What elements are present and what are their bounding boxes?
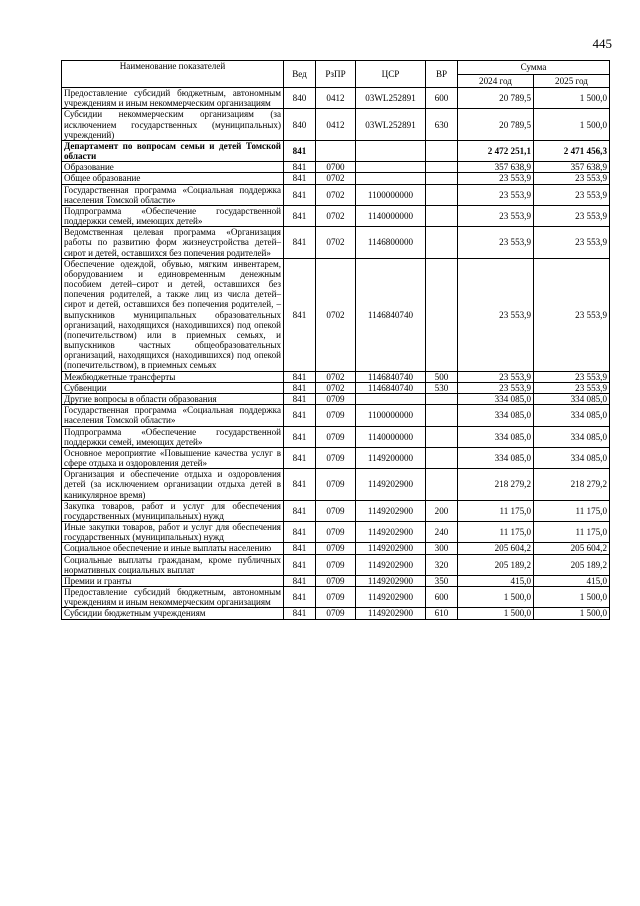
table-header-row xyxy=(62,61,610,75)
cell-rzpr: 0709 xyxy=(316,608,356,619)
table-row xyxy=(62,227,610,259)
cell-name: Другие вопросы в области образования xyxy=(62,393,284,404)
cell-csr: 1149202900 xyxy=(356,469,426,501)
table-row xyxy=(62,393,610,404)
cell-name: Иные закупки товаров, работ и услуг для обеспечения государственных (муниципальных) нужд xyxy=(62,522,284,543)
cell-vr: 600 xyxy=(426,587,458,608)
cell-vr xyxy=(426,426,458,447)
cell-y2024: 415,0 xyxy=(458,575,534,586)
cell-rzpr: 0709 xyxy=(316,543,356,554)
cell-name: Предоставление субсидий бюджетным, автономным учреждениям и иным некоммерческим организациям xyxy=(62,587,284,608)
cell-name: Предоставление субсидий бюджетным, автономным учреждениям и иным некоммерческим организациям xyxy=(62,88,284,109)
cell-vr: 600 xyxy=(426,88,458,109)
cell-y2025: 218 279,2 xyxy=(534,469,610,501)
cell-y2025: 334 085,0 xyxy=(534,393,610,404)
cell-csr: 03WL252891 xyxy=(356,88,426,109)
cell-y2025: 23 553,9 xyxy=(534,205,610,226)
cell-vr xyxy=(426,447,458,468)
cell-name: Государственная программа «Социальная поддержка населения Томской области» xyxy=(62,184,284,205)
cell-rzpr: 0709 xyxy=(316,575,356,586)
cell-vr xyxy=(426,205,458,226)
cell-rzpr: 0702 xyxy=(316,258,356,371)
cell-csr: 1140000000 xyxy=(356,205,426,226)
page-number: 445 xyxy=(592,36,612,51)
cell-ved: 841 xyxy=(284,227,316,259)
cell-csr: 1146800000 xyxy=(356,227,426,259)
header-2024: 2024 год xyxy=(458,75,534,88)
cell-ved: 841 xyxy=(284,371,316,382)
cell-csr: 1149202900 xyxy=(356,575,426,586)
table-row xyxy=(62,184,610,205)
cell-y2024: 20 789,5 xyxy=(458,88,534,109)
cell-y2024: 23 553,9 xyxy=(458,258,534,371)
cell-csr: 1146840740 xyxy=(356,382,426,393)
cell-vr: 630 xyxy=(426,109,458,141)
cell-ved: 841 xyxy=(284,587,316,608)
cell-name: Государственная программа «Социальная поддержка населения Томской области» xyxy=(62,405,284,426)
table-row xyxy=(62,426,610,447)
cell-ved: 841 xyxy=(284,405,316,426)
cell-vr xyxy=(426,393,458,404)
cell-ved: 841 xyxy=(284,184,316,205)
cell-y2025: 1 500,0 xyxy=(534,109,610,141)
cell-y2024: 1 500,0 xyxy=(458,587,534,608)
cell-ved: 841 xyxy=(284,258,316,371)
header-csr: ЦСР xyxy=(356,61,426,88)
cell-y2025: 1 500,0 xyxy=(534,88,610,109)
cell-rzpr: 0709 xyxy=(316,587,356,608)
cell-y2025: 205 189,2 xyxy=(534,554,610,575)
cell-name: Подпрограмма «Обеспечение государственной поддержки семей, имеющих детей» xyxy=(62,426,284,447)
cell-y2024: 2 472 251,1 xyxy=(458,140,534,161)
cell-name: Закупка товаров, работ и услуг для обеспечения государственных (муниципальных) нужд xyxy=(62,500,284,521)
cell-name: Субсидии некоммерческим организациям (за исключением государственных (муниципальных) учреждений) xyxy=(62,109,284,141)
cell-y2025: 415,0 xyxy=(534,575,610,586)
cell-y2024: 11 175,0 xyxy=(458,500,534,521)
cell-y2024: 334 085,0 xyxy=(458,426,534,447)
cell-ved: 841 xyxy=(284,469,316,501)
header-2025: 2025 год xyxy=(534,75,610,88)
cell-rzpr: 0702 xyxy=(316,227,356,259)
cell-y2024: 11 175,0 xyxy=(458,522,534,543)
cell-name: Субвенции xyxy=(62,382,284,393)
cell-y2024: 23 553,9 xyxy=(458,173,534,184)
cell-y2025: 23 553,9 xyxy=(534,258,610,371)
cell-y2024: 205 604,2 xyxy=(458,543,534,554)
header-sum: Сумма xyxy=(458,61,610,75)
header-vr: ВР xyxy=(426,61,458,88)
cell-y2024: 23 553,9 xyxy=(458,227,534,259)
cell-ved: 841 xyxy=(284,447,316,468)
header-rzpr: РзПР xyxy=(316,61,356,88)
table-row xyxy=(62,382,610,393)
cell-y2024: 357 638,9 xyxy=(458,162,534,173)
table-row xyxy=(62,575,610,586)
cell-vr xyxy=(426,227,458,259)
table-row xyxy=(62,258,610,371)
cell-csr: 1149202900 xyxy=(356,500,426,521)
cell-y2024: 23 553,9 xyxy=(458,184,534,205)
cell-vr: 610 xyxy=(426,608,458,619)
cell-rzpr xyxy=(316,140,356,161)
cell-name: Социальные выплаты гражданам, кроме публичных нормативных социальных выплат xyxy=(62,554,284,575)
cell-name: Социальное обеспечение и иные выплаты населению xyxy=(62,543,284,554)
cell-csr: 1149200000 xyxy=(356,447,426,468)
cell-ved: 840 xyxy=(284,109,316,141)
cell-rzpr: 0700 xyxy=(316,162,356,173)
cell-y2025: 23 553,9 xyxy=(534,184,610,205)
cell-csr: 03WL252891 xyxy=(356,109,426,141)
cell-vr xyxy=(426,469,458,501)
cell-y2025: 11 175,0 xyxy=(534,522,610,543)
cell-vr: 300 xyxy=(426,543,458,554)
cell-ved: 841 xyxy=(284,500,316,521)
cell-csr: 1149202900 xyxy=(356,543,426,554)
cell-ved: 841 xyxy=(284,173,316,184)
cell-csr xyxy=(356,162,426,173)
cell-name: Департамент по вопросам семьи и детей Томской области xyxy=(62,140,284,161)
table-row xyxy=(62,554,610,575)
cell-rzpr: 0412 xyxy=(316,88,356,109)
cell-y2024: 334 085,0 xyxy=(458,405,534,426)
cell-ved: 841 xyxy=(284,522,316,543)
cell-rzpr: 0702 xyxy=(316,173,356,184)
table-row xyxy=(62,447,610,468)
table-row xyxy=(62,587,610,608)
cell-y2025: 23 553,9 xyxy=(534,173,610,184)
cell-csr: 1149202900 xyxy=(356,554,426,575)
cell-csr xyxy=(356,393,426,404)
cell-vr xyxy=(426,258,458,371)
cell-y2025: 23 553,9 xyxy=(534,382,610,393)
cell-vr: 350 xyxy=(426,575,458,586)
cell-name: Ведомственная целевая программа «Организация работы по развитию форм жизнеустройства детей–сирот и детей, оставшихся без попечения родителей» xyxy=(62,227,284,259)
cell-y2024: 1 500,0 xyxy=(458,608,534,619)
cell-ved: 841 xyxy=(284,426,316,447)
cell-y2024: 23 553,9 xyxy=(458,382,534,393)
cell-vr xyxy=(426,162,458,173)
cell-y2025: 1 500,0 xyxy=(534,608,610,619)
cell-y2025: 205 604,2 xyxy=(534,543,610,554)
table-row xyxy=(62,522,610,543)
cell-rzpr: 0709 xyxy=(316,393,356,404)
cell-name: Обеспечение одеждой, обувью, мягким инвентарем, оборудованием и единовременным денежным пособием детей–сирот и детей, оставшихся без попечения родителей, а также лиц из числа детей–сирот и детей, оставшихся без попечения родителей, – выпускников муниципальных образовательных организаций, находящихся (находившихся) под опекой (попечительством) или в приемных семьях, и выпускников частных общеобразовательных организаций, находящихся (находившихся) под опекой (попечительством), в приемных семьях xyxy=(62,258,284,371)
cell-name: Премии и гранты xyxy=(62,575,284,586)
cell-rzpr: 0709 xyxy=(316,405,356,426)
cell-name: Образование xyxy=(62,162,284,173)
budget-table xyxy=(61,60,610,620)
cell-vr: 320 xyxy=(426,554,458,575)
cell-y2025: 23 553,9 xyxy=(534,371,610,382)
table-row xyxy=(62,543,610,554)
cell-vr: 500 xyxy=(426,371,458,382)
table-row xyxy=(62,371,610,382)
cell-y2025: 334 085,0 xyxy=(534,426,610,447)
cell-ved: 841 xyxy=(284,575,316,586)
table-row xyxy=(62,608,610,619)
cell-y2025: 1 500,0 xyxy=(534,587,610,608)
cell-y2024: 218 279,2 xyxy=(458,469,534,501)
table-body xyxy=(62,88,610,620)
header-name: Наименование показателей xyxy=(62,61,284,88)
cell-y2025: 2 471 456,3 xyxy=(534,140,610,161)
table-row xyxy=(62,88,610,109)
cell-rzpr: 0709 xyxy=(316,447,356,468)
cell-csr: 1149202900 xyxy=(356,587,426,608)
cell-rzpr: 0709 xyxy=(316,469,356,501)
cell-ved: 841 xyxy=(284,382,316,393)
cell-ved: 841 xyxy=(284,205,316,226)
cell-vr: 530 xyxy=(426,382,458,393)
table-row xyxy=(62,173,610,184)
cell-rzpr: 0709 xyxy=(316,522,356,543)
cell-ved: 841 xyxy=(284,543,316,554)
cell-vr xyxy=(426,405,458,426)
cell-csr xyxy=(356,140,426,161)
cell-ved: 840 xyxy=(284,88,316,109)
table-row xyxy=(62,140,610,161)
cell-name: Общее образование xyxy=(62,173,284,184)
cell-ved: 841 xyxy=(284,140,316,161)
cell-csr: 1149202900 xyxy=(356,608,426,619)
cell-y2025: 334 085,0 xyxy=(534,447,610,468)
table-row xyxy=(62,469,610,501)
cell-name: Подпрограмма «Обеспечение государственной поддержки семей, имеющих детей» xyxy=(62,205,284,226)
table-row xyxy=(62,405,610,426)
cell-y2025: 334 085,0 xyxy=(534,405,610,426)
cell-ved: 841 xyxy=(284,608,316,619)
header-ved: Вед xyxy=(284,61,316,88)
cell-y2024: 23 553,9 xyxy=(458,371,534,382)
cell-rzpr: 0412 xyxy=(316,109,356,141)
cell-csr xyxy=(356,173,426,184)
cell-csr: 1149202900 xyxy=(356,522,426,543)
cell-rzpr: 0709 xyxy=(316,426,356,447)
cell-vr xyxy=(426,173,458,184)
cell-y2025: 11 175,0 xyxy=(534,500,610,521)
cell-vr: 240 xyxy=(426,522,458,543)
cell-vr xyxy=(426,184,458,205)
cell-y2025: 23 553,9 xyxy=(534,227,610,259)
cell-csr: 1100000000 xyxy=(356,405,426,426)
cell-y2024: 334 085,0 xyxy=(458,447,534,468)
table-row xyxy=(62,500,610,521)
cell-y2024: 20 789,5 xyxy=(458,109,534,141)
cell-y2024: 23 553,9 xyxy=(458,205,534,226)
cell-ved: 841 xyxy=(284,162,316,173)
cell-csr: 1146840740 xyxy=(356,258,426,371)
cell-rzpr: 0709 xyxy=(316,554,356,575)
cell-rzpr: 0702 xyxy=(316,382,356,393)
cell-name: Основное мероприятие «Повышение качества услуг в сфере отдыха и оздоровления детей» xyxy=(62,447,284,468)
table-row xyxy=(62,109,610,141)
cell-rzpr: 0702 xyxy=(316,184,356,205)
cell-ved: 841 xyxy=(284,554,316,575)
cell-name: Организация и обеспечение отдыха и оздоровления детей (за исключением организации отдыха детей в каникулярное время) xyxy=(62,469,284,501)
cell-rzpr: 0702 xyxy=(316,371,356,382)
cell-csr: 1100000000 xyxy=(356,184,426,205)
cell-vr xyxy=(426,140,458,161)
cell-y2025: 357 638,9 xyxy=(534,162,610,173)
table-row xyxy=(62,162,610,173)
cell-y2024: 334 085,0 xyxy=(458,393,534,404)
cell-rzpr: 0709 xyxy=(316,500,356,521)
cell-vr: 200 xyxy=(426,500,458,521)
cell-rzpr: 0702 xyxy=(316,205,356,226)
cell-name: Межбюджетные трансферты xyxy=(62,371,284,382)
table-row xyxy=(62,205,610,226)
cell-y2024: 205 189,2 xyxy=(458,554,534,575)
cell-csr: 1146840740 xyxy=(356,371,426,382)
cell-name: Субсидии бюджетным учреждениям xyxy=(62,608,284,619)
cell-csr: 1140000000 xyxy=(356,426,426,447)
cell-ved: 841 xyxy=(284,393,316,404)
